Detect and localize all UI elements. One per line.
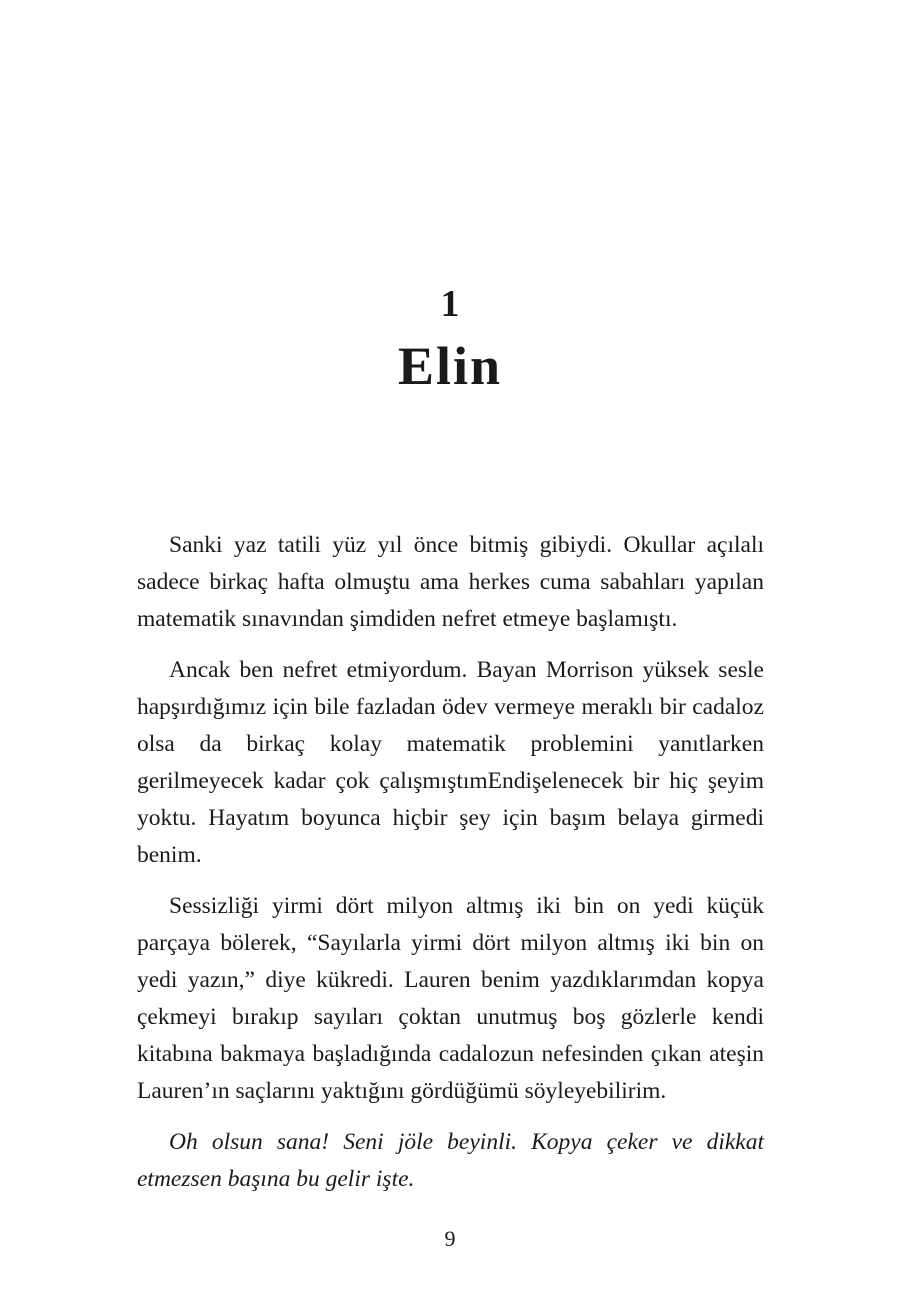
paragraph-4-italic: Oh olsun sana! Seni jöle beyinli. Kopya çeker ve dikkat etmezsen başına bu gelir işte. [137,1129,764,1192]
paragraph-2: Ancak ben nefret etmiyordum. Bayan Morrison yüksek sesle hapşırdığımız için bile fazladan ödev vermeye meraklı bir cadaloz olsa da birkaç kolay matematik problemini yanıtlarken gerilmeyecek kadar çok çalışmıştımEndişelenecek bir hiç şeyim yoktu. Hayatım boyunca hiçbir şey için başım belaya girmedi benim. [137,657,764,868]
page-number: 9 [444,1226,456,1251]
paragraph-1: Sanki yaz tatili yüz yıl önce bitmiş gibiydi. Okullar açılalı sadece birkaç hafta olmuştu ama herkes cuma sabahları yapılan matematik sınavından şimdiden nefret etmeye başlamıştı. [137,532,764,632]
chapter-number: 1 [440,283,460,325]
chapter-title: Elin [397,336,503,396]
chapter-body [137,527,764,1212]
paragraph-3: Sessizliği yirmi dört milyon altmış iki bin on yedi küçük parçaya bölerek, “Sayılarla yirmi dört milyon altmış iki bin on yedi yazın,” diye kükredi. Lauren benim yazdıklarımdan kopya çekmeyi bırakıp sayıları çoktan unutmuş boş gözlerle kendi kitabına bakmaya başladığında cadalozun nefesinden çıkan ateşin Lauren’ın saçlarını yaktığını gördüğümü söyleyebilirim. [137,893,764,1104]
